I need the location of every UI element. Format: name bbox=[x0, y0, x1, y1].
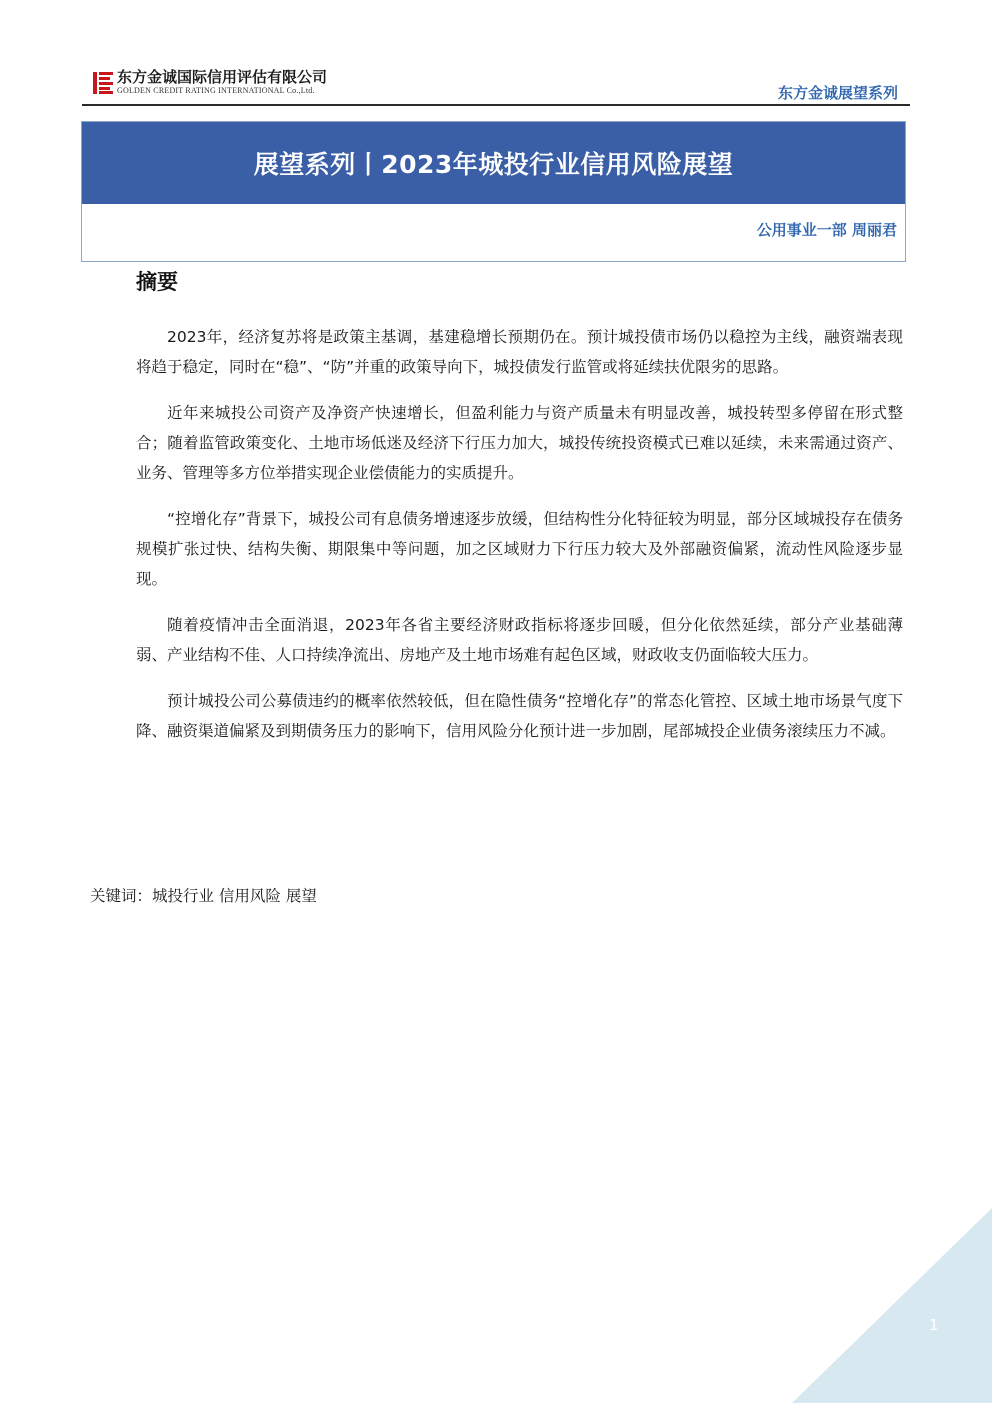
abstract-paragraph: “控增化存”背景下，城投公司有息债务增速逐步放缓，但结构性分化特征较为明显，部分区域城投存在债务规模扩张过快、结构失衡、期限集中等问题，加之区域财力下行压力较大及外部融资偏紧，流动性风险逐步显现。 bbox=[136, 510, 903, 588]
title-box bbox=[81, 121, 906, 262]
abstract-body bbox=[136, 322, 903, 762]
logo-mark-icon bbox=[92, 71, 114, 95]
series-label: 东方金诚展望系列 bbox=[777, 84, 898, 102]
keywords-line: 关键词：城投行业 信用风险 展望 bbox=[90, 887, 317, 905]
company-name-cn: 东方金诚国际信用评估有限公司 bbox=[117, 68, 328, 86]
header-divider bbox=[82, 104, 910, 106]
abstract-paragraph: 2023年，经济复苏将是政策主基调，基建稳增长预期仍在。预计城投债市场仍以稳控为主线，融资端表现将趋于稳定，同时在“稳”、“防”并重的政策导向下，城投债发行监管或将延续扶优限劣的思路。 bbox=[136, 328, 903, 376]
corner-decoration bbox=[792, 1208, 992, 1403]
title-band bbox=[82, 122, 905, 204]
abstract-heading: 摘要 bbox=[136, 270, 178, 294]
company-name-en: GOLDEN CREDIT RATING INTERNATIONAL Co.,Ltd. bbox=[117, 86, 315, 95]
abstract-paragraph: 随着疫情冲击全面消退，2023年各省主要经济财政指标将逐步回暖，但分化依然延续，部分产业基础薄弱、产业结构不佳、人口持续净流出、房地产及土地市场难有起色区域，财政收支仍面临较大压力。 bbox=[136, 616, 903, 664]
author-line: 公用事业一部 周丽君 bbox=[756, 221, 897, 239]
report-title: 展望系列丨2023年城投行业信用风险展望 bbox=[253, 150, 734, 179]
page-number: 1 bbox=[929, 1316, 939, 1334]
abstract-paragraph: 近年来城投公司资产及净资产快速增长，但盈利能力与资产质量未有明显改善，城投转型多停留在形式整合；随着监管政策变化、土地市场低迷及经济下行压力加大，城投传统投资模式已难以延续，未来需通过资产、业务、管理等多方位举措实现企业偿债能力的实质提升。 bbox=[136, 404, 903, 482]
company-logo bbox=[92, 70, 327, 95]
abstract-paragraph: 预计城投公司公募债违约的概率依然较低，但在隐性债务“控增化存”的常态化管控、区域土地市场景气度下降、融资渠道偏紧及到期债务压力的影响下，信用风险分化预计进一步加剧，尾部城投企业债务滚续压力不减。 bbox=[136, 692, 903, 740]
